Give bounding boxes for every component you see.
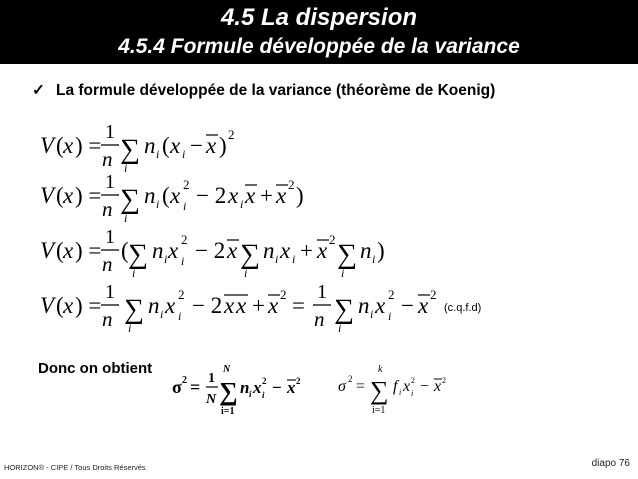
svg-text:∑: ∑ — [240, 239, 260, 270]
svg-text:1: 1 — [105, 121, 115, 143]
svg-text:i: i — [388, 309, 392, 323]
svg-text:x: x — [403, 378, 411, 395]
svg-text:i: i — [244, 266, 248, 280]
svg-text:i: i — [164, 252, 168, 266]
svg-text:n: n — [263, 238, 275, 263]
svg-text:i: i — [181, 254, 185, 268]
svg-text:+: + — [300, 238, 313, 263]
svg-text:σ: σ — [172, 377, 182, 397]
svg-text:x: x — [375, 293, 386, 318]
svg-text:n: n — [360, 238, 372, 263]
svg-text:∑: ∑ — [219, 377, 238, 406]
bullet-line — [32, 81, 495, 100]
svg-text:+: + — [260, 183, 273, 208]
svg-text:n: n — [358, 293, 370, 318]
svg-text:i: i — [124, 161, 128, 175]
svg-text:i: i — [338, 321, 342, 335]
svg-text:i: i — [160, 307, 164, 321]
svg-text:i: i — [178, 309, 182, 323]
svg-text:2: 2 — [388, 287, 395, 302]
svg-text:∑: ∑ — [120, 134, 140, 165]
svg-text:(: ( — [56, 293, 64, 318]
svg-text:n: n — [102, 307, 113, 331]
svg-text:x: x — [63, 293, 74, 318]
conclusion-label: Donc on obtient — [38, 360, 153, 377]
slide-title: 4.5 La dispersion — [220, 4, 418, 31]
svg-text:N: N — [223, 364, 231, 375]
svg-text:2: 2 — [442, 376, 446, 385]
svg-text:x: x — [253, 378, 262, 397]
svg-text:x: x — [165, 293, 176, 318]
svg-text:i: i — [124, 211, 128, 225]
svg-text:(: ( — [56, 183, 64, 208]
svg-text:n: n — [102, 197, 113, 221]
svg-text:n: n — [148, 293, 160, 318]
title-bar — [0, 0, 638, 64]
svg-text:− 2: − 2 — [192, 293, 223, 318]
svg-text:2: 2 — [181, 232, 188, 247]
svg-text:x: x — [245, 183, 256, 208]
svg-text:(: ( — [56, 238, 64, 263]
svg-text:x: x — [317, 238, 328, 263]
svg-text:i: i — [132, 266, 136, 280]
svg-text:) =: ) = — [75, 183, 102, 208]
svg-text:i: i — [372, 252, 376, 266]
svg-text:x: x — [418, 293, 429, 318]
svg-text:−: − — [420, 378, 430, 395]
svg-text:2: 2 — [288, 177, 295, 192]
svg-text:1: 1 — [317, 281, 327, 303]
svg-text:x: x — [224, 293, 235, 318]
checkmark-icon: ✓ — [32, 82, 45, 99]
svg-text:2: 2 — [280, 287, 287, 302]
svg-text:(: ( — [162, 133, 170, 158]
svg-text:): ) — [296, 183, 304, 208]
svg-text:2: 2 — [348, 374, 353, 384]
svg-text:i: i — [240, 197, 244, 211]
svg-text:V: V — [40, 238, 55, 263]
bullet-text: La formule développée de la variance (théorème de Koenig) — [56, 82, 496, 99]
svg-text:σ: σ — [338, 378, 346, 395]
svg-text:2: 2 — [178, 287, 185, 302]
svg-text:2: 2 — [262, 376, 267, 386]
svg-text:i: i — [399, 388, 402, 397]
svg-text:1: 1 — [105, 281, 115, 303]
svg-text:) =: ) = — [75, 133, 102, 158]
svg-text:1: 1 — [105, 171, 115, 193]
svg-text:(: ( — [162, 183, 170, 208]
svg-text:2: 2 — [183, 177, 190, 192]
svg-text:) =: ) = — [75, 293, 102, 318]
svg-text:i: i — [341, 266, 345, 280]
svg-text:n: n — [152, 238, 164, 263]
svg-text:V: V — [40, 183, 55, 208]
svg-text:x: x — [206, 133, 217, 158]
svg-text:2: 2 — [182, 375, 187, 386]
svg-text:∑: ∑ — [124, 294, 144, 325]
svg-text:x: x — [170, 133, 181, 158]
svg-text:+: + — [252, 293, 265, 318]
svg-text:x: x — [170, 183, 181, 208]
svg-text:x: x — [228, 183, 239, 208]
svg-text:=: = — [190, 377, 201, 397]
svg-text:V: V — [40, 133, 55, 158]
svg-text:x: x — [276, 183, 287, 208]
svg-text:x: x — [287, 378, 296, 397]
svg-text:2: 2 — [411, 376, 415, 385]
svg-text:(: ( — [56, 133, 64, 158]
footer-copyright: HORIZON® - CIPE / Tous Droits Réservés — [4, 463, 146, 472]
svg-text:x: x — [63, 183, 74, 208]
svg-text:i: i — [182, 147, 186, 161]
svg-text:k: k — [378, 364, 383, 375]
svg-text:x: x — [63, 133, 74, 158]
svg-text:∑: ∑ — [334, 294, 354, 325]
svg-text:n: n — [314, 307, 325, 331]
svg-text:− 2: − 2 — [195, 238, 226, 263]
svg-text:x: x — [268, 293, 279, 318]
svg-text:1: 1 — [105, 226, 115, 248]
svg-text:): ) — [219, 133, 227, 158]
svg-text:i=1: i=1 — [221, 406, 235, 417]
footer-slide-number: diapo 76 — [591, 458, 630, 469]
svg-text:n: n — [102, 252, 113, 276]
svg-text:x: x — [236, 293, 247, 318]
cqfd-label: (c.q.f.d) — [444, 302, 482, 314]
svg-text:i: i — [128, 321, 132, 335]
svg-text:−: − — [190, 133, 203, 158]
svg-text:x: x — [227, 238, 238, 263]
svg-text:i: i — [370, 307, 374, 321]
svg-text:i: i — [249, 389, 252, 399]
svg-text:n: n — [240, 378, 250, 397]
svg-text:x: x — [168, 238, 179, 263]
svg-text:) =: ) = — [75, 238, 102, 263]
slide-subtitle: 4.5.4 Formule développée de la variance — [118, 35, 520, 58]
svg-text:V: V — [40, 293, 55, 318]
svg-text:n: n — [144, 183, 156, 208]
svg-text:i: i — [183, 199, 187, 213]
svg-text:2: 2 — [228, 127, 235, 142]
svg-text:n: n — [102, 147, 113, 171]
svg-text:x: x — [434, 378, 442, 395]
svg-text:∑: ∑ — [120, 184, 140, 215]
svg-text:2: 2 — [296, 376, 301, 386]
svg-text:2: 2 — [430, 287, 437, 302]
svg-text:− 2: − 2 — [196, 183, 227, 208]
svg-text:=: = — [356, 378, 366, 395]
svg-text:i: i — [275, 252, 279, 266]
svg-text:i: i — [411, 389, 414, 398]
svg-text:i: i — [156, 197, 160, 211]
svg-text:x: x — [63, 238, 74, 263]
svg-text:i=1: i=1 — [372, 405, 386, 416]
svg-text:2: 2 — [329, 232, 336, 247]
svg-text:i: i — [262, 390, 265, 400]
svg-text:1: 1 — [208, 371, 215, 386]
svg-text:i: i — [156, 147, 160, 161]
svg-text:N: N — [206, 392, 217, 407]
svg-text:): ) — [377, 238, 385, 263]
svg-text:n: n — [144, 133, 156, 158]
svg-text:∑: ∑ — [337, 239, 357, 270]
svg-text:f: f — [393, 378, 398, 395]
svg-text:(: ( — [121, 238, 129, 263]
svg-text:−: − — [272, 378, 282, 397]
svg-text:x: x — [280, 238, 291, 263]
svg-text:∑: ∑ — [370, 376, 389, 405]
svg-text:i: i — [292, 252, 296, 266]
svg-text:−: − — [401, 293, 414, 318]
svg-text:∑: ∑ — [128, 239, 148, 270]
svg-text:=: = — [292, 293, 305, 318]
